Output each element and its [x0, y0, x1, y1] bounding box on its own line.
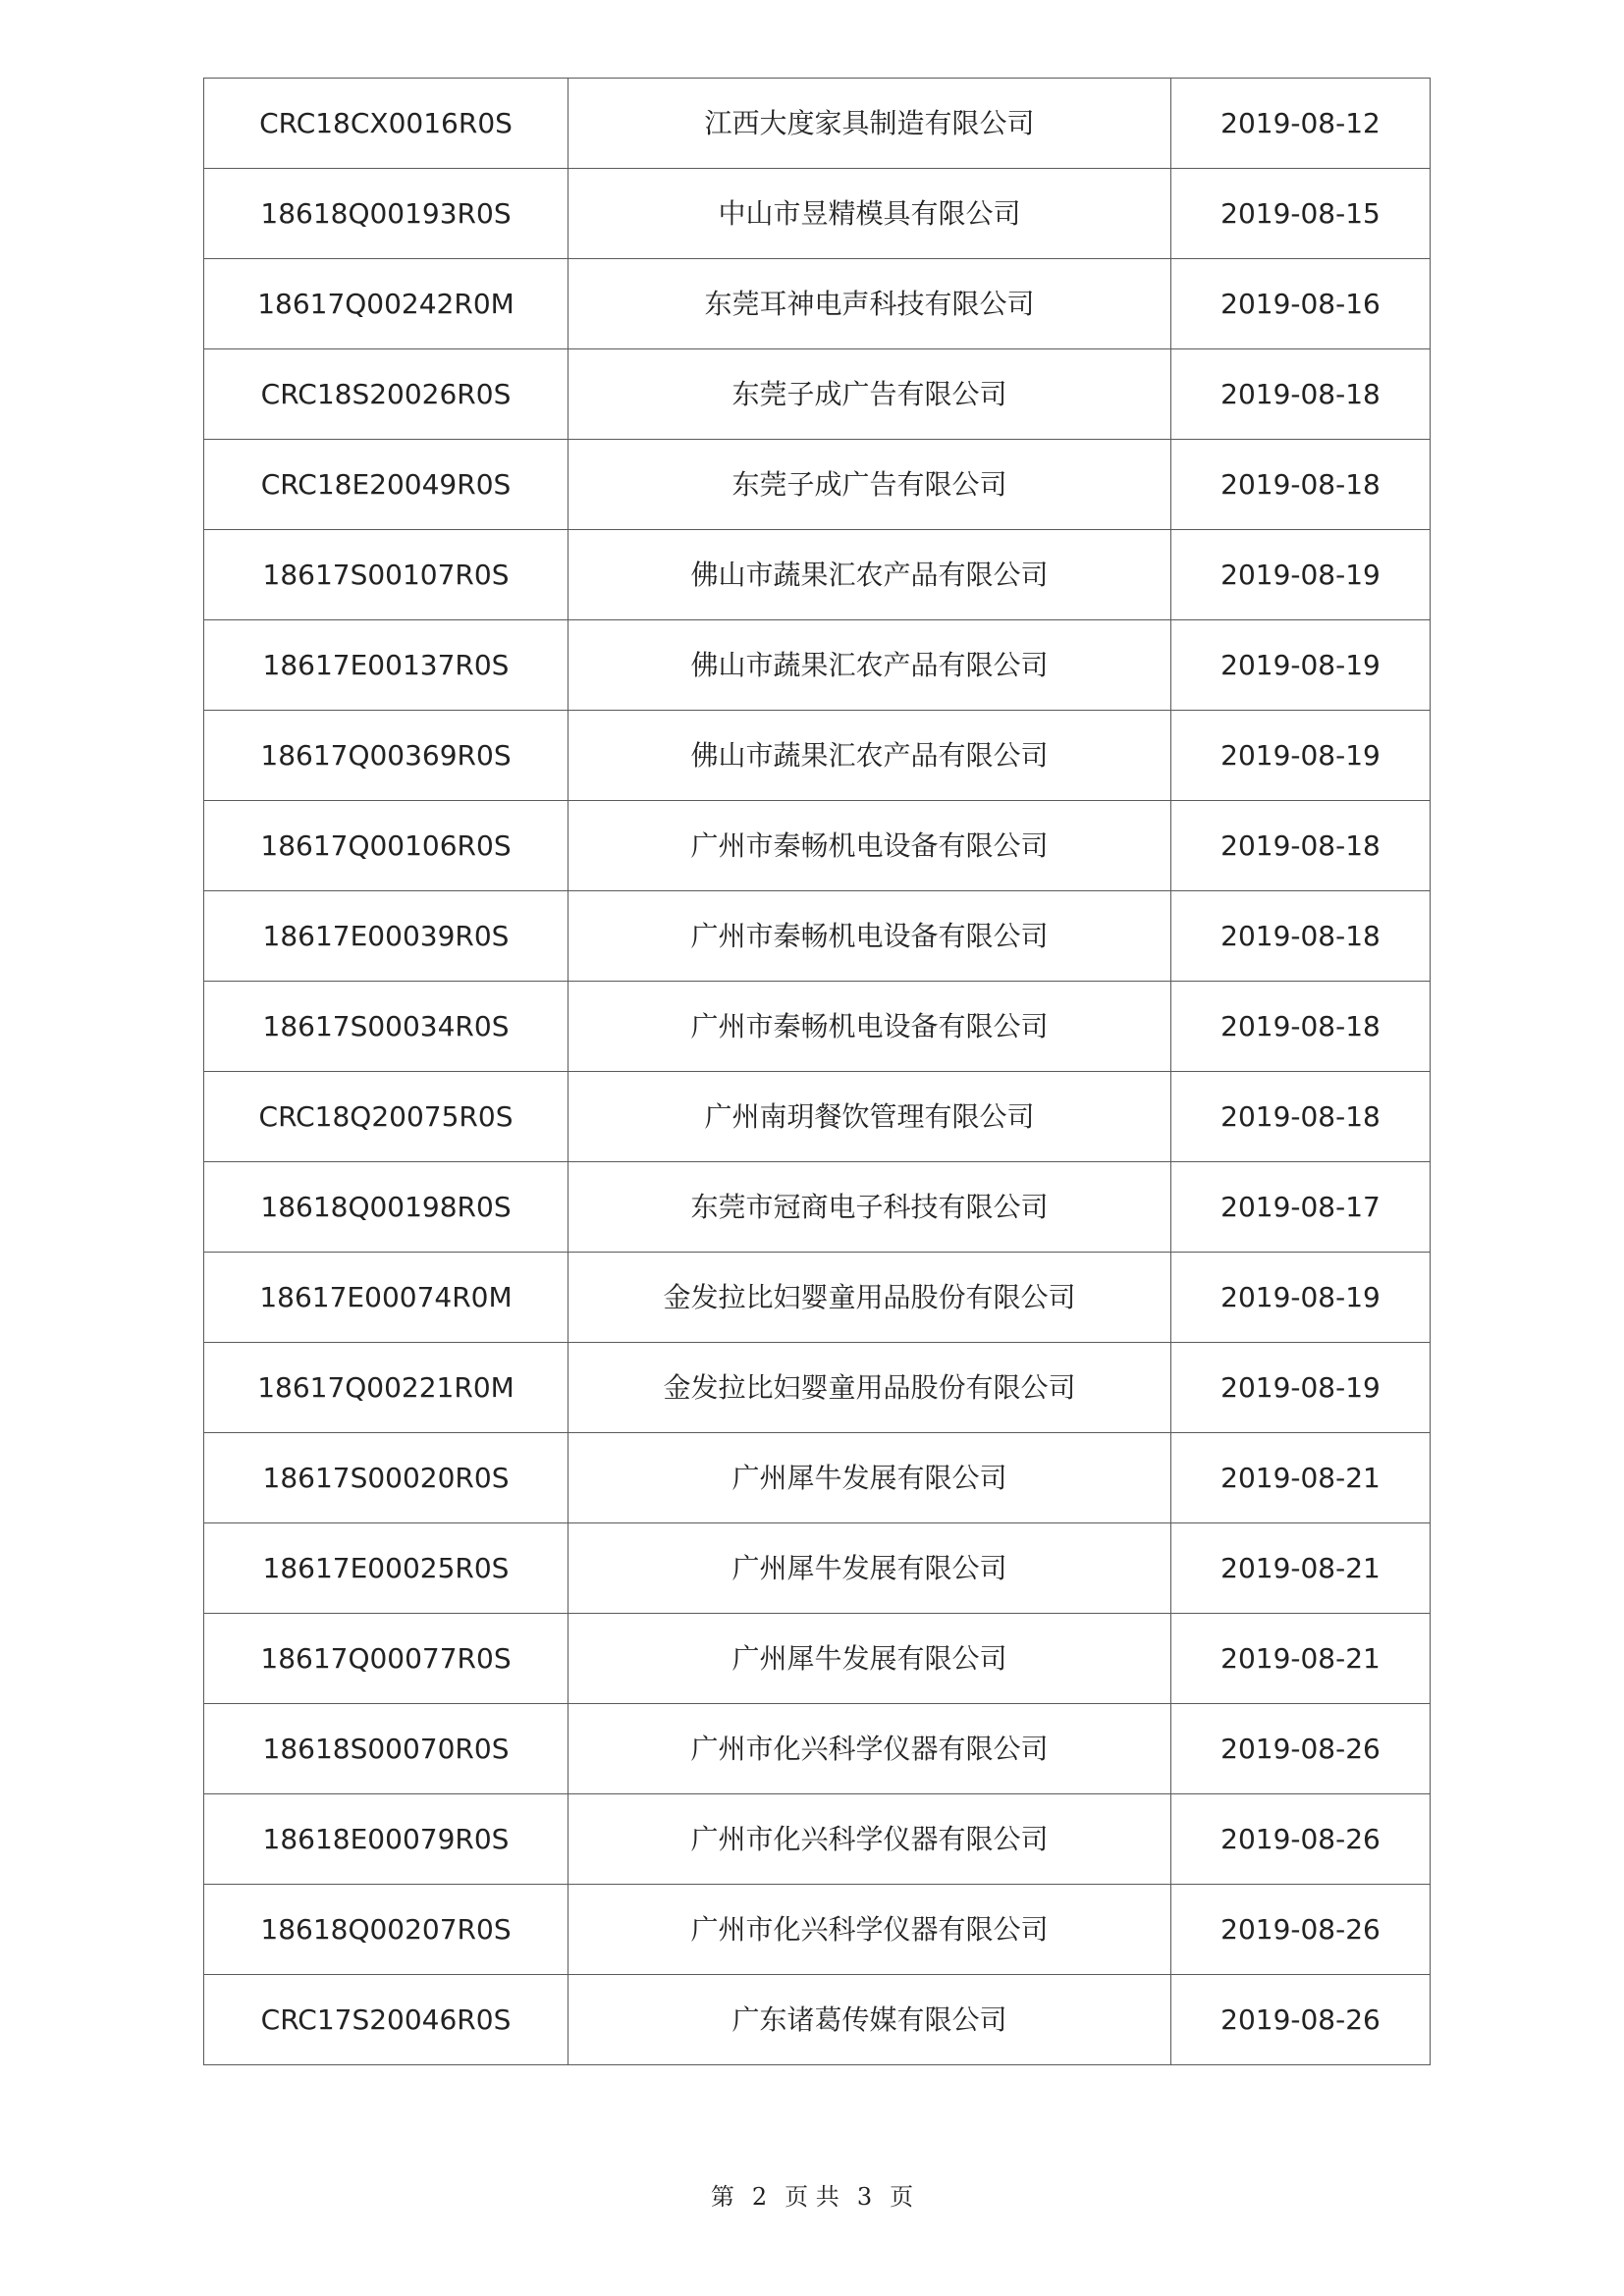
company-name-cell: 广州市秦畅机电设备有限公司 [568, 801, 1171, 891]
issue-date-cell: 2019-08-18 [1171, 349, 1431, 440]
issue-date-cell: 2019-08-18 [1171, 801, 1431, 891]
table-row [204, 1885, 1431, 1975]
certificate-number-cell: 18617E00137R0S [204, 620, 568, 711]
certificate-number-cell: 18618Q00207R0S [204, 1885, 568, 1975]
table-row [204, 1162, 1431, 1253]
certificate-table [203, 78, 1431, 2065]
company-name-cell: 中山市昱精模具有限公司 [568, 169, 1171, 259]
certificate-number-cell: CRC18E20049R0S [204, 440, 568, 530]
certificate-number-cell: 18617Q00369R0S [204, 711, 568, 801]
company-name-cell: 广州犀牛发展有限公司 [568, 1614, 1171, 1704]
issue-date-cell: 2019-08-18 [1171, 1072, 1431, 1162]
issue-date-cell: 2019-08-26 [1171, 1704, 1431, 1794]
company-name-cell: 佛山市蔬果汇农产品有限公司 [568, 530, 1171, 620]
page-footer [0, 2177, 1624, 2212]
company-name-cell: 佛山市蔬果汇农产品有限公司 [568, 711, 1171, 801]
table-row [204, 801, 1431, 891]
table-row [204, 1614, 1431, 1704]
table-row [204, 259, 1431, 349]
table-row [204, 711, 1431, 801]
total-pages-number: 3 [856, 2183, 873, 2211]
table-row [204, 1072, 1431, 1162]
certificate-number-cell: CRC17S20046R0S [204, 1975, 568, 2065]
table-row [204, 1253, 1431, 1343]
certificate-number-cell: 18617E00074R0M [204, 1253, 568, 1343]
footer-middle: 页 共 [785, 2183, 839, 2211]
certificate-number-cell: 18618S00070R0S [204, 1704, 568, 1794]
table-row [204, 530, 1431, 620]
certificate-number-cell: CRC18Q20075R0S [204, 1072, 568, 1162]
issue-date-cell: 2019-08-19 [1171, 620, 1431, 711]
issue-date-cell: 2019-08-21 [1171, 1523, 1431, 1614]
issue-date-cell: 2019-08-26 [1171, 1885, 1431, 1975]
issue-date-cell: 2019-08-18 [1171, 982, 1431, 1072]
table-row [204, 1794, 1431, 1885]
certificate-number-cell: 18618Q00198R0S [204, 1162, 568, 1253]
certificate-number-cell: CRC18S20026R0S [204, 349, 568, 440]
company-name-cell: 广州南玥餐饮管理有限公司 [568, 1072, 1171, 1162]
issue-date-cell: 2019-08-18 [1171, 440, 1431, 530]
certificate-number-cell: 18617Q00242R0M [204, 259, 568, 349]
issue-date-cell: 2019-08-21 [1171, 1614, 1431, 1704]
certificate-number-cell: 18618Q00193R0S [204, 169, 568, 259]
issue-date-cell: 2019-08-19 [1171, 711, 1431, 801]
table-row [204, 1975, 1431, 2065]
company-name-cell: 佛山市蔬果汇农产品有限公司 [568, 620, 1171, 711]
certificate-number-cell: 18617S00020R0S [204, 1433, 568, 1523]
table-row [204, 440, 1431, 530]
company-name-cell: 广州市化兴科学仪器有限公司 [568, 1794, 1171, 1885]
company-name-cell: 广州市秦畅机电设备有限公司 [568, 982, 1171, 1072]
certificate-number-cell: 18617E00039R0S [204, 891, 568, 982]
issue-date-cell: 2019-08-21 [1171, 1433, 1431, 1523]
company-name-cell: 广州犀牛发展有限公司 [568, 1523, 1171, 1614]
company-name-cell: 广州市秦畅机电设备有限公司 [568, 891, 1171, 982]
certificate-number-cell: 18617Q00106R0S [204, 801, 568, 891]
company-name-cell: 广州市化兴科学仪器有限公司 [568, 1885, 1171, 1975]
table-row [204, 1343, 1431, 1433]
certificate-number-cell: CRC18CX0016R0S [204, 79, 568, 169]
company-name-cell: 东莞子成广告有限公司 [568, 349, 1171, 440]
certificate-number-cell: 18617S00107R0S [204, 530, 568, 620]
company-name-cell: 东莞子成广告有限公司 [568, 440, 1171, 530]
certificate-number-cell: 18617Q00221R0M [204, 1343, 568, 1433]
company-name-cell: 广东诸葛传媒有限公司 [568, 1975, 1171, 2065]
issue-date-cell: 2019-08-17 [1171, 1162, 1431, 1253]
table-row [204, 349, 1431, 440]
certificate-table-body [204, 79, 1431, 2065]
certificate-number-cell: 18618E00079R0S [204, 1794, 568, 1885]
table-row [204, 891, 1431, 982]
certificate-number-cell: 18617E00025R0S [204, 1523, 568, 1614]
footer-prefix: 第 [710, 2183, 734, 2211]
company-name-cell: 东莞市冠商电子科技有限公司 [568, 1162, 1171, 1253]
company-name-cell: 金发拉比妇婴童用品股份有限公司 [568, 1343, 1171, 1433]
footer-suffix: 页 [890, 2183, 914, 2211]
company-name-cell: 广州犀牛发展有限公司 [568, 1433, 1171, 1523]
issue-date-cell: 2019-08-15 [1171, 169, 1431, 259]
company-name-cell: 金发拉比妇婴童用品股份有限公司 [568, 1253, 1171, 1343]
company-name-cell: 广州市化兴科学仪器有限公司 [568, 1704, 1171, 1794]
table-row [204, 79, 1431, 169]
certificate-number-cell: 18617S00034R0S [204, 982, 568, 1072]
table-row [204, 169, 1431, 259]
issue-date-cell: 2019-08-19 [1171, 1343, 1431, 1433]
table-row [204, 620, 1431, 711]
table-row [204, 1523, 1431, 1614]
current-page-number: 2 [751, 2183, 768, 2211]
issue-date-cell: 2019-08-19 [1171, 1253, 1431, 1343]
issue-date-cell: 2019-08-12 [1171, 79, 1431, 169]
issue-date-cell: 2019-08-26 [1171, 1794, 1431, 1885]
table-row [204, 1433, 1431, 1523]
table-row [204, 1704, 1431, 1794]
table-row [204, 982, 1431, 1072]
issue-date-cell: 2019-08-16 [1171, 259, 1431, 349]
issue-date-cell: 2019-08-18 [1171, 891, 1431, 982]
company-name-cell: 东莞耳神电声科技有限公司 [568, 259, 1171, 349]
certificate-number-cell: 18617Q00077R0S [204, 1614, 568, 1704]
company-name-cell: 江西大度家具制造有限公司 [568, 79, 1171, 169]
issue-date-cell: 2019-08-26 [1171, 1975, 1431, 2065]
issue-date-cell: 2019-08-19 [1171, 530, 1431, 620]
